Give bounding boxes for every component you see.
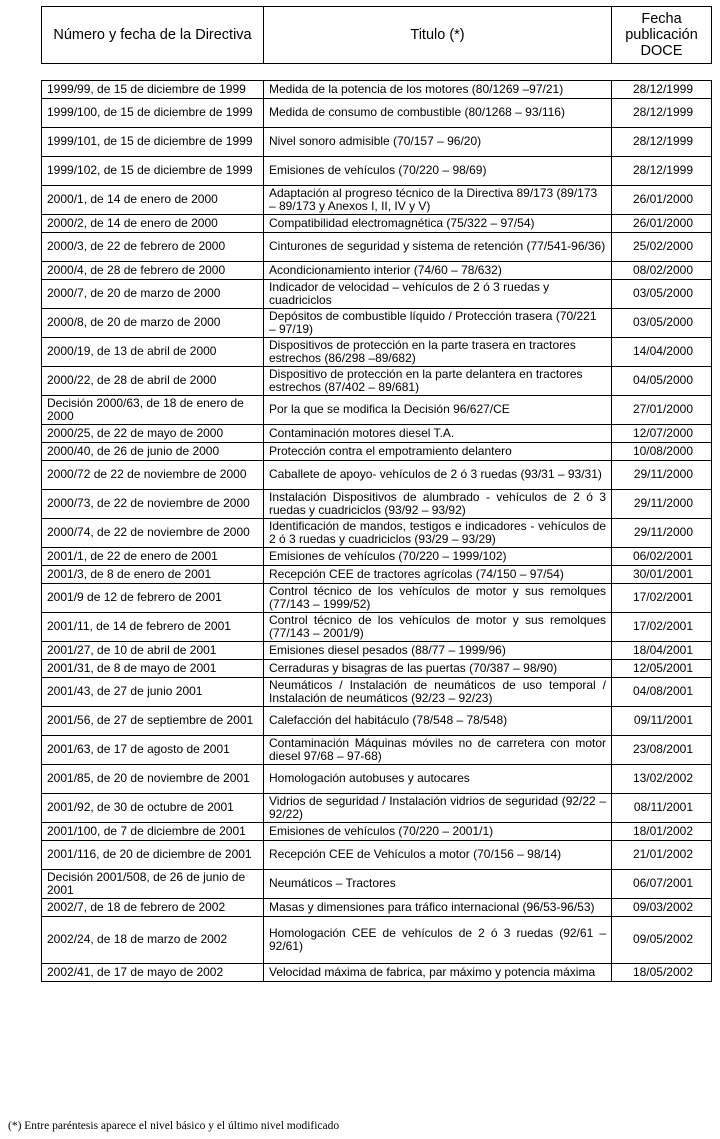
titulo-cell: Nivel sonoro admisible (70/157 – 96/20) xyxy=(264,128,612,157)
fecha-cell: 28/12/1999 xyxy=(612,81,712,99)
table-row xyxy=(42,338,712,367)
table-row xyxy=(42,367,712,396)
directiva-cell: 2001/9 de 12 de febrero de 2001 xyxy=(42,584,264,613)
table-row xyxy=(42,443,712,461)
titulo-cell: Vidrios de seguridad / Instalación vidrios de seguridad (92/22 – 92/22) xyxy=(264,794,612,823)
directiva-cell: 2001/56, de 27 de septiembre de 2001 xyxy=(42,707,264,736)
fecha-cell: 06/02/2001 xyxy=(612,548,712,566)
titulo-cell: Protección contra el empotramiento delantero xyxy=(264,443,612,461)
titulo-cell: Adaptación al progreso técnico de la Directiva 89/173 (89/173 – 89/173 y Anexos I, II, IV y V) xyxy=(264,186,612,215)
fecha-cell: 08/02/2000 xyxy=(612,262,712,280)
table-row xyxy=(42,262,712,280)
table-row xyxy=(42,566,712,584)
directiva-cell: 2000/25, de 22 de mayo de 2000 xyxy=(42,425,264,443)
fecha-cell: 26/01/2000 xyxy=(612,186,712,215)
directiva-cell: Decisión 2001/508, de 26 de junio de 2001 xyxy=(42,870,264,899)
header-row xyxy=(42,7,712,64)
table-row xyxy=(42,425,712,443)
fecha-cell: 04/08/2001 xyxy=(612,678,712,707)
titulo-cell: Homologación CEE de vehículos de 2 ó 3 ruedas (92/61 – 92/61) xyxy=(264,917,612,964)
directiva-cell: 2000/8, de 20 de marzo de 2000 xyxy=(42,309,264,338)
titulo-cell: Medida de la potencia de los motores (80/1269 –97/21) xyxy=(264,81,612,99)
directiva-cell: 2001/11, de 14 de febrero de 2001 xyxy=(42,613,264,642)
fecha-cell: 29/11/2000 xyxy=(612,461,712,490)
fecha-cell: 09/11/2001 xyxy=(612,707,712,736)
table-row xyxy=(42,765,712,794)
directiva-cell: 2000/2, de 14 de enero de 2000 xyxy=(42,215,264,233)
titulo-cell: Emisiones de vehículos (70/220 – 1999/102) xyxy=(264,548,612,566)
directives-table xyxy=(41,80,712,982)
titulo-cell: Recepción CEE de tractores agrícolas (74/150 – 97/54) xyxy=(264,566,612,584)
fecha-cell: 28/12/1999 xyxy=(612,157,712,186)
table-row xyxy=(42,870,712,899)
titulo-cell: Control técnico de los vehículos de motor y sus remolques (77/143 – 1999/52) xyxy=(264,584,612,613)
directiva-cell: 2000/19, de 13 de abril de 2000 xyxy=(42,338,264,367)
table-row xyxy=(42,642,712,660)
titulo-cell: Compatibilidad electromagnética (75/322 – 97/54) xyxy=(264,215,612,233)
header-titulo: Titulo (*) xyxy=(264,7,612,64)
titulo-cell: Identificación de mandos, testigos e indicadores - vehículos de 2 ó 3 ruedas y cuadriciclos (93/29 – 93/29) xyxy=(264,519,612,548)
fecha-cell: 28/12/1999 xyxy=(612,99,712,128)
fecha-cell: 21/01/2002 xyxy=(612,841,712,870)
table-row xyxy=(42,678,712,707)
titulo-cell: Acondicionamiento interior (74/60 – 78/632) xyxy=(264,262,612,280)
table-row xyxy=(42,584,712,613)
titulo-cell: Indicador de velocidad – vehículos de 2 ó 3 ruedas y cuadriciclos xyxy=(264,280,612,309)
directiva-cell: 2001/116, de 20 de diciembre de 2001 xyxy=(42,841,264,870)
directiva-cell: 2000/74, de 22 de noviembre de 2000 xyxy=(42,519,264,548)
titulo-cell: Emisiones diesel pesados (88/77 – 1999/96) xyxy=(264,642,612,660)
titulo-cell: Calefacción del habitáculo (78/548 – 78/548) xyxy=(264,707,612,736)
titulo-cell: Depósitos de combustible líquido / Protección trasera (70/221 – 97/19) xyxy=(264,309,612,338)
titulo-cell: Homologación autobuses y autocares xyxy=(264,765,612,794)
directiva-cell: 2000/73, de 22 de noviembre de 2000 xyxy=(42,490,264,519)
directiva-cell: 2002/7, de 18 de febrero de 2002 xyxy=(42,899,264,917)
table-row xyxy=(42,794,712,823)
directiva-cell: Decisión 2000/63, de 18 de enero de 2000 xyxy=(42,396,264,425)
directiva-cell: 2001/3, de 8 de enero de 2001 xyxy=(42,566,264,584)
fecha-cell: 03/05/2000 xyxy=(612,280,712,309)
table-row xyxy=(42,519,712,548)
directiva-cell: 2002/41, de 17 de mayo de 2002 xyxy=(42,964,264,982)
fecha-cell: 29/11/2000 xyxy=(612,490,712,519)
directiva-cell: 1999/99, de 15 de diciembre de 1999 xyxy=(42,81,264,99)
titulo-cell: Neumáticos / Instalación de neumáticos de uso temporal / Instalación de neumáticos (92/23 – 92/23) xyxy=(264,678,612,707)
table-row xyxy=(42,548,712,566)
table-row xyxy=(42,707,712,736)
titulo-cell: Control técnico de los vehículos de motor y sus remolques (77/143 – 2001/9) xyxy=(264,613,612,642)
footnote: (*) Entre paréntesis aparece el nivel básico y el último nivel modificado xyxy=(8,1120,340,1132)
fecha-cell: 04/05/2000 xyxy=(612,367,712,396)
header-table xyxy=(41,6,712,64)
table-row xyxy=(42,128,712,157)
table-row xyxy=(42,613,712,642)
directiva-cell: 2001/85, de 20 de noviembre de 2001 xyxy=(42,765,264,794)
titulo-cell: Masas y dimensiones para tráfico internacional (96/53-96/53) xyxy=(264,899,612,917)
directiva-cell: 2000/3, de 22 de febrero de 2000 xyxy=(42,233,264,262)
table-row xyxy=(42,186,712,215)
table-row xyxy=(42,99,712,128)
header-directiva: Número y fecha de la Directiva xyxy=(42,7,264,64)
fecha-cell: 14/04/2000 xyxy=(612,338,712,367)
table-row xyxy=(42,917,712,964)
table-row xyxy=(42,899,712,917)
table-row xyxy=(42,396,712,425)
titulo-cell: Instalación Dispositivos de alumbrado - vehículos de 2 ó 3 ruedas y cuadriciclos (93/92 – 93/92) xyxy=(264,490,612,519)
table-row xyxy=(42,964,712,982)
table-row xyxy=(42,157,712,186)
table-row xyxy=(42,215,712,233)
table-row xyxy=(42,736,712,765)
fecha-cell: 10/08/2000 xyxy=(612,443,712,461)
titulo-cell: Emisiones de vehículos (70/220 – 98/69) xyxy=(264,157,612,186)
directiva-cell: 2000/72 de 22 de noviembre de 2000 xyxy=(42,461,264,490)
titulo-cell: Caballete de apoyo- vehículos de 2 ó 3 ruedas (93/31 – 93/31) xyxy=(264,461,612,490)
titulo-cell: Medida de consumo de combustible (80/1268 – 93/116) xyxy=(264,99,612,128)
table-row xyxy=(42,233,712,262)
directiva-cell: 2000/7, de 20 de marzo de 2000 xyxy=(42,280,264,309)
fecha-cell: 18/01/2002 xyxy=(612,823,712,841)
fecha-cell: 29/11/2000 xyxy=(612,519,712,548)
table-row xyxy=(42,461,712,490)
directiva-cell: 1999/101, de 15 de diciembre de 1999 xyxy=(42,128,264,157)
titulo-cell: Contaminación motores diesel T.A. xyxy=(264,425,612,443)
table-row xyxy=(42,81,712,99)
titulo-cell: Cinturones de seguridad y sistema de retención (77/541-96/36) xyxy=(264,233,612,262)
titulo-cell: Emisiones de vehículos (70/220 – 2001/1) xyxy=(264,823,612,841)
header-fecha: Fecha publicación DOCE xyxy=(612,7,712,64)
table-row xyxy=(42,309,712,338)
table-row xyxy=(42,823,712,841)
fecha-cell: 18/05/2002 xyxy=(612,964,712,982)
directiva-cell: 1999/100, de 15 de diciembre de 1999 xyxy=(42,99,264,128)
fecha-cell: 17/02/2001 xyxy=(612,584,712,613)
directiva-cell: 2000/22, de 28 de abril de 2000 xyxy=(42,367,264,396)
fecha-cell: 25/02/2000 xyxy=(612,233,712,262)
directiva-cell: 2001/63, de 17 de agosto de 2001 xyxy=(42,736,264,765)
fecha-cell: 13/02/2002 xyxy=(612,765,712,794)
fecha-cell: 09/05/2002 xyxy=(612,917,712,964)
titulo-cell: Neumáticos – Tractores xyxy=(264,870,612,899)
fecha-cell: 28/12/1999 xyxy=(612,128,712,157)
titulo-cell: Por la que se modifica la Decisión 96/627/CE xyxy=(264,396,612,425)
titulo-cell: Velocidad máxima de fabrica, par máximo y potencia máxima xyxy=(264,964,612,982)
fecha-cell: 17/02/2001 xyxy=(612,613,712,642)
fecha-cell: 09/03/2002 xyxy=(612,899,712,917)
titulo-cell: Cerraduras y bisagras de las puertas (70/387 – 98/90) xyxy=(264,660,612,678)
directiva-cell: 2001/31, de 8 de mayo de 2001 xyxy=(42,660,264,678)
directiva-cell: 2000/40, de 26 de junio de 2000 xyxy=(42,443,264,461)
table-row xyxy=(42,841,712,870)
fecha-cell: 06/07/2001 xyxy=(612,870,712,899)
fecha-cell: 27/01/2000 xyxy=(612,396,712,425)
directiva-cell: 2000/4, de 28 de febrero de 2000 xyxy=(42,262,264,280)
directiva-cell: 2002/24, de 18 de marzo de 2002 xyxy=(42,917,264,964)
fecha-cell: 08/11/2001 xyxy=(612,794,712,823)
fecha-cell: 30/01/2001 xyxy=(612,566,712,584)
directiva-cell: 1999/102, de 15 de diciembre de 1999 xyxy=(42,157,264,186)
directiva-cell: 2001/100, de 7 de diciembre de 2001 xyxy=(42,823,264,841)
titulo-cell: Dispositivo de protección en la parte delantera en tractores estrechos (87/402 – 89/681) xyxy=(264,367,612,396)
directiva-cell: 2000/1, de 14 de enero de 2000 xyxy=(42,186,264,215)
directiva-cell: 2001/27, de 10 de abril de 2001 xyxy=(42,642,264,660)
fecha-cell: 12/07/2000 xyxy=(612,425,712,443)
fecha-cell: 18/04/2001 xyxy=(612,642,712,660)
table-row xyxy=(42,660,712,678)
fecha-cell: 12/05/2001 xyxy=(612,660,712,678)
titulo-cell: Recepción CEE de Vehículos a motor (70/156 – 98/14) xyxy=(264,841,612,870)
directiva-cell: 2001/92, de 30 de octubre de 2001 xyxy=(42,794,264,823)
table-row xyxy=(42,280,712,309)
directiva-cell: 2001/43, de 27 de junio 2001 xyxy=(42,678,264,707)
titulo-cell: Contaminación Máquinas móviles no de carretera con motor diesel 97/68 – 97-68) xyxy=(264,736,612,765)
titulo-cell: Dispositivos de protección en la parte trasera en tractores estrechos (86/298 –89/682) xyxy=(264,338,612,367)
fecha-cell: 23/08/2001 xyxy=(612,736,712,765)
table-row xyxy=(42,490,712,519)
fecha-cell: 26/01/2000 xyxy=(612,215,712,233)
fecha-cell: 03/05/2000 xyxy=(612,309,712,338)
directiva-cell: 2001/1, de 22 de enero de 2001 xyxy=(42,548,264,566)
